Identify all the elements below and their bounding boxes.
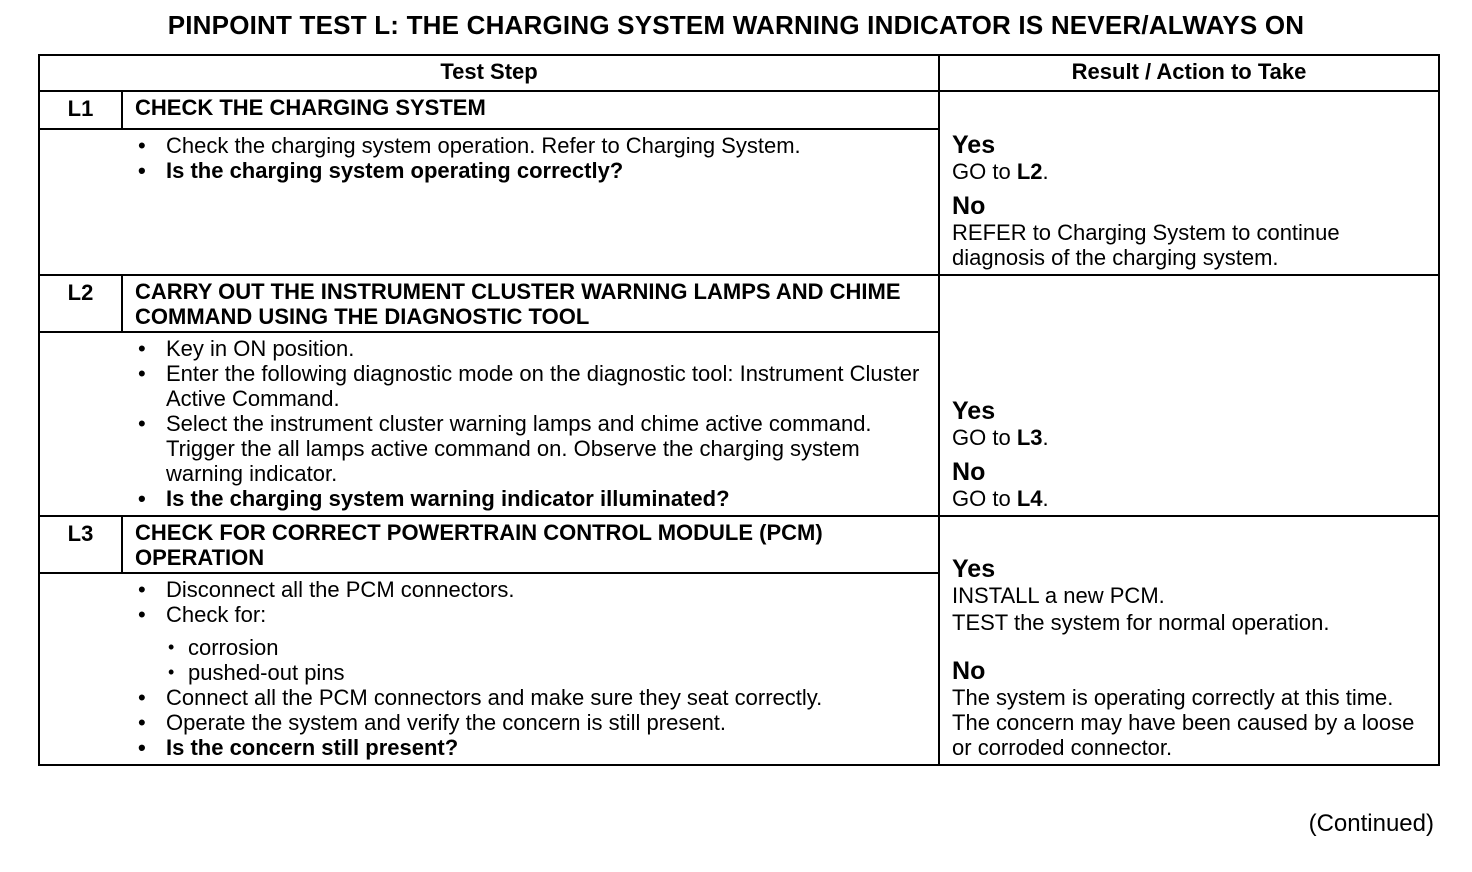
result-header: Result / Action to Take: [939, 55, 1439, 91]
pinpoint-test-table: [38, 54, 1440, 766]
list-item: • Key in ON position.: [134, 336, 926, 361]
list-item: • Disconnect all the PCM connectors.: [134, 577, 926, 602]
step-heading: CHECK THE CHARGING SYSTEM: [122, 91, 939, 129]
no-action: GO to L4.: [952, 486, 1049, 511]
step-l2-result: [939, 275, 1439, 516]
yes-action: GO to L2.: [952, 159, 1049, 184]
step-heading: CARRY OUT THE INSTRUMENT CLUSTER WARNING LAMPS AND CHIME COMMAND USING THE DIAGNOSTIC TOOL: [122, 275, 939, 332]
no-label: No: [952, 458, 986, 486]
step-heading: CHECK FOR CORRECT POWERTRAIN CONTROL MODULE (PCM) OPERATION: [122, 516, 939, 573]
step-l3-result: [939, 516, 1439, 765]
list-item: • Check for: • corrosion • pushed-out pins: [134, 602, 926, 685]
step-question: • Is the charging system operating correctly?: [134, 158, 926, 183]
step-l3-heading-row: [39, 516, 1439, 573]
yes-action-test: TEST the system for normal operation.: [952, 610, 1330, 635]
list-item: • Connect all the PCM connectors and make sure they seat correctly.: [134, 685, 926, 710]
step-l3-instructions: [122, 573, 939, 765]
list-item: • Enter the following diagnostic mode on the diagnostic tool: Instrument Cluster Active Command.: [134, 361, 926, 411]
page-title: PINPOINT TEST L: THE CHARGING SYSTEM WARNING INDICATOR IS NEVER/ALWAYS ON: [167, 10, 1305, 40]
list-item: • Operate the system and verify the concern is still present.: [134, 710, 926, 735]
yes-label: Yes: [952, 131, 996, 159]
sub-list-item: • corrosion: [166, 635, 926, 660]
step-id: L1: [39, 91, 122, 129]
table-header-row: [39, 55, 1439, 91]
no-action: The system is operating correctly at this time. The concern may have been caused by a loose or corroded connector.: [952, 685, 1415, 760]
step-l2-instructions: [122, 332, 939, 516]
yes-label: Yes: [952, 397, 996, 425]
test-step-header: Test Step: [39, 55, 939, 91]
step-id: L3: [39, 516, 122, 573]
list-item: • Check the charging system operation. Refer to Charging System.: [134, 133, 926, 158]
no-label: No: [952, 192, 986, 220]
yes-action: GO to L3.: [952, 425, 1049, 450]
yes-label: Yes: [952, 555, 996, 583]
step-l2-heading-row: [39, 275, 1439, 332]
step-question: • Is the concern still present?: [134, 735, 926, 760]
no-action: REFER to Charging System to continue diagnosis of the charging system.: [952, 220, 1340, 270]
yes-action: INSTALL a new PCM.: [952, 583, 1165, 608]
step-id: L2: [39, 275, 122, 332]
step-l1-instructions: [122, 129, 939, 275]
continued-note: (Continued): [1308, 810, 1434, 837]
step-question: • Is the charging system warning indicator illuminated?: [134, 486, 926, 511]
step-l1-heading-row: [39, 91, 1439, 129]
sub-list: [166, 635, 926, 685]
step-l1-result: [939, 91, 1439, 275]
no-label: No: [952, 657, 986, 685]
list-item: • Select the instrument cluster warning lamps and chime active command. Trigger the all lamps active command on. Observe the charging system warning indicator.: [134, 411, 926, 486]
sub-list-item: • pushed-out pins: [166, 660, 926, 685]
